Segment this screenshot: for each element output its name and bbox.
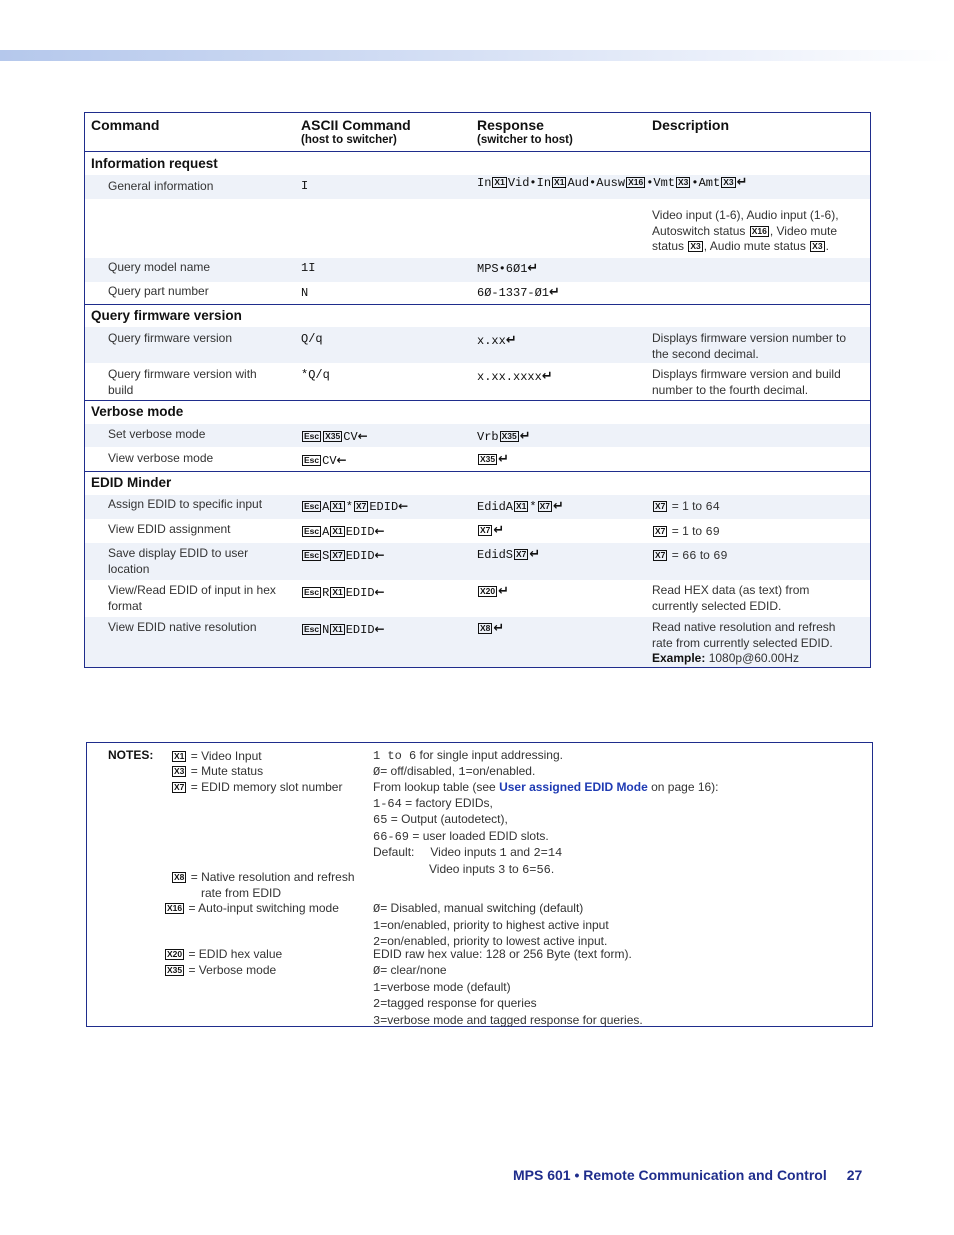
footer-title: MPS 601 • Remote Communication and Control [513, 1167, 827, 1183]
return-icon: ↵ [505, 333, 517, 348]
resp-fw-version: x.xx↵ [477, 333, 517, 348]
note-x1: X1 = Video Input [174, 749, 262, 763]
return-icon: ↵ [527, 261, 539, 276]
note-x35-desc: Ø= clear/none 1=verbose mode (default) 2=tagged response for queries 3=verbose mode and tagged response for queries. [373, 963, 643, 1028]
desc-save-edid: X7 = 66 to 69 [655, 548, 728, 563]
escape-arrow-icon: ← [374, 622, 385, 636]
return-icon: ↵ [498, 452, 510, 467]
desc-fw-version: Displays firmware version number to the second decimal. [652, 331, 847, 361]
section-edid-minder: EDID Minder [91, 475, 172, 490]
cmd-view-edid: View EDID assignment [108, 522, 231, 536]
cmd-read-hex: View/Read EDID of input in hex format [108, 583, 276, 613]
return-icon: ↵ [553, 499, 564, 514]
note-x20: X20 = EDID hex value [167, 947, 283, 961]
ascii-assign-edid: Esc A X1 * X7 EDID← [304, 499, 409, 514]
cmd-save-edid: Save display EDID to user location [108, 546, 249, 576]
resp-set-verbose: Vrb X35 ↵ [477, 429, 531, 444]
cmd-fw-version: Query firmware version [108, 331, 233, 345]
resp-view-verbose: X35 ↵ [480, 452, 510, 467]
page-number: 27 [846, 1167, 863, 1183]
ascii-save-edid: Esc S X7 EDID← [304, 548, 385, 563]
escape-arrow-icon: ← [374, 524, 385, 538]
desc-view-edid: X7 = 1 to 69 [655, 524, 720, 539]
return-icon: ↵ [519, 429, 531, 444]
escape-arrow-icon: ← [357, 429, 368, 443]
return-icon: ↵ [493, 523, 505, 538]
section-firmware: Query firmware version [91, 308, 242, 323]
resp-assign-edid: EdidA X1 * X7 ↵ [477, 499, 564, 514]
resp-model-name: MPS•6Ø1↵ [477, 261, 539, 276]
note-x8: X8 = Native resolution and refresh rate from EDID [174, 870, 355, 900]
notes-box [86, 742, 873, 1027]
col-command: Command [91, 117, 160, 133]
table-header [85, 113, 870, 152]
return-icon: ↵ [736, 175, 748, 190]
return-icon: ↵ [493, 621, 505, 636]
ascii-view-verbose: Esc CV← [304, 453, 347, 468]
col-ascii: ASCII Command (host to switcher) [301, 117, 411, 146]
resp-part-number: 6Ø-1337-Ø1↵ [477, 285, 560, 300]
return-icon: ↵ [541, 369, 553, 384]
cmd-part-number: Query part number [108, 284, 209, 298]
user-edid-mode-link[interactable]: User assigned EDID Mode [499, 780, 648, 794]
desc-assign-edid: X7 = 1 to 64 [655, 499, 720, 514]
section-information-request: Information request [91, 156, 218, 171]
resp-save-edid: EdidS X7 ↵ [477, 547, 541, 562]
note-x1-desc: 1 to 6 for single input addressing. [373, 748, 563, 763]
cmd-fw-build: Query firmware version with build [108, 367, 257, 397]
cmd-model-name: Query model name [108, 260, 211, 274]
ascii-fw-version: Q/q [301, 332, 323, 346]
note-x3: X3 = Mute status [174, 764, 264, 778]
note-x20-desc: EDID raw hex value: 128 or 256 Byte (text form). [373, 947, 632, 961]
note-x16: X16 = Auto-input switching mode [167, 901, 339, 915]
ascii-set-verbose: Esc X35 CV← [304, 429, 368, 444]
command-table [84, 112, 871, 668]
escape-arrow-icon: ← [336, 453, 347, 467]
cmd-native-res: View EDID native resolution [108, 620, 257, 634]
header-band [0, 50, 954, 61]
resp-native-res: X8 ↵ [480, 621, 505, 636]
note-x3-desc: Ø= off/disabled, 1=on/enabled. [373, 764, 536, 779]
desc-fw-build: Displays firmware version and build number to the fourth decimal. [652, 367, 841, 397]
note-x35: X35 = Verbose mode [167, 963, 277, 977]
col-response: Response (switcher to host) [477, 117, 573, 146]
cmd-assign-edid: Assign EDID to specific input [108, 497, 263, 511]
return-icon: ↵ [549, 285, 560, 300]
ascii-native-res: Esc N X1 EDID← [304, 622, 385, 637]
ascii-read-hex: Esc R X1 EDID← [304, 585, 385, 600]
note-x16-desc: Ø= Disabled, manual switching (default) 1=on/enabled, priority to highest active input 2=on/enabled, priority to lowest active input. [373, 901, 609, 949]
ascii-part-number: N [301, 286, 309, 300]
ascii-model-name: 1I [301, 261, 316, 275]
note-x7: X7 = EDID memory slot number [174, 780, 343, 794]
escape-arrow-icon: ← [374, 585, 385, 599]
return-icon: ↵ [529, 547, 541, 562]
resp-view-edid: X7 ↵ [480, 523, 505, 538]
resp-read-hex: X20 ↵ [480, 584, 510, 599]
resp-fw-build: x.xx.xxxx↵ [477, 369, 553, 384]
page-footer [513, 1167, 862, 1183]
escape-arrow-icon: ← [398, 499, 409, 513]
desc-native-res: Read native resolution and refresh rate from currently selected EDID. Example: 1080p@60.00Hz [652, 620, 836, 665]
resp-general-info: In X1 Vid•In X1 Aud•Ausw X16 •Vmt X3 •Amt X3 ↵ [477, 175, 748, 190]
ascii-fw-build: *Q/q [301, 368, 330, 382]
col-description: Description [652, 117, 730, 133]
note-x7-desc: From lookup table (see User assigned EDID Mode on page 16): 1-64 = factory EDIDs, 65 = Output (autodetect), 66-69 = user loaded EDID slots. Default: Video inputs 1 and 2=14 Video inputs 3 to 6=56. [373, 780, 719, 877]
section-verbose: Verbose mode [91, 404, 184, 419]
desc-general-info: Video input (1-6), Audio input (1-6), Autoswitch status X16 , Video mute status X3 , Audio mute status X3 . [652, 208, 839, 253]
cmd-set-verbose: Set verbose mode [108, 427, 206, 441]
cmd-view-verbose: View verbose mode [108, 451, 214, 465]
notes-title: NOTES: [108, 748, 154, 762]
ascii-view-edid: Esc A X1 EDID← [304, 524, 385, 539]
escape-arrow-icon: ← [374, 548, 385, 562]
return-icon: ↵ [498, 584, 510, 599]
cmd-general-info: General information [108, 179, 214, 193]
desc-read-hex: Read HEX data (as text) from currently selected EDID. [652, 583, 810, 613]
ascii-general-info: I [301, 179, 309, 193]
